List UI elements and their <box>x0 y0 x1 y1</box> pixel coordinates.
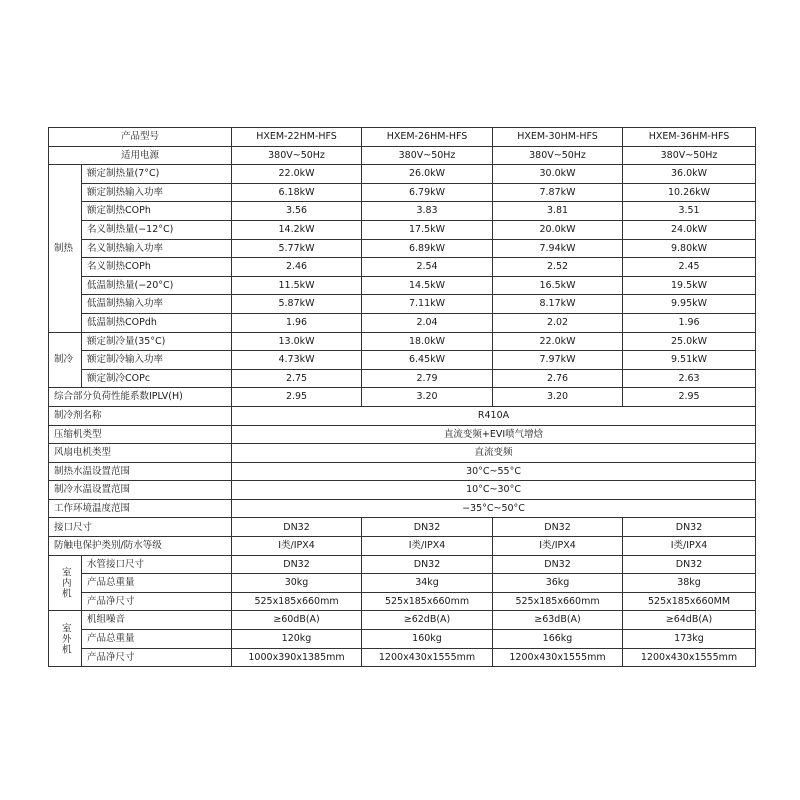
shared-label-cell: 风扇电机类型 <box>49 444 232 463</box>
port-label-cell: 接口尺寸 <box>49 518 232 537</box>
value-cell: DN32 <box>232 555 362 574</box>
value-cell: 9.95kW <box>623 295 756 314</box>
shared-row <box>49 406 756 425</box>
outdoor-row <box>49 648 756 667</box>
value-cell: 2.76 <box>493 369 623 388</box>
value-cell: 24.0kW <box>623 220 756 239</box>
value-cell: DN32 <box>493 518 623 537</box>
value-cell: DN32 <box>232 518 362 537</box>
spec-label-cell: 名义制热量(−12°C) <box>82 220 232 239</box>
spec-label-cell: 产品净尺寸 <box>82 648 232 667</box>
value-cell: HXEM-26HM-HFS <box>362 128 493 147</box>
heating-row <box>49 295 756 314</box>
value-cell: 1200x430x1555mm <box>362 648 493 667</box>
value-cell: HXEM-36HM-HFS <box>623 128 756 147</box>
value-cell: 7.94kW <box>493 239 623 258</box>
value-cell: 22.0kW <box>232 165 362 184</box>
spec-label-cell: 机组噪音 <box>82 611 232 630</box>
model-label-cell: 产品型号 <box>49 128 232 147</box>
value-cell: 3.83 <box>362 202 493 221</box>
spec-label-cell: 额定制热输入功率 <box>82 183 232 202</box>
heating-row <box>49 165 756 184</box>
value-cell: 10.26kW <box>623 183 756 202</box>
iplv-label-cell: 综合部分负荷性能系数IPLV(H) <box>49 388 232 407</box>
value-cell: 166kg <box>493 630 623 649</box>
value-cell: 1.96 <box>232 313 362 332</box>
spec-label-cell: 产品净尺寸 <box>82 592 232 611</box>
power-row <box>49 146 756 165</box>
value-cell: 19.5kW <box>623 276 756 295</box>
spec-label-cell: 低温制热量(−20°C) <box>82 276 232 295</box>
value-cell: 2.79 <box>362 369 493 388</box>
heating-row <box>49 220 756 239</box>
value-cell: I类/IPX4 <box>232 537 362 556</box>
value-cell: 2.95 <box>623 388 756 407</box>
spec-label-cell: 额定制冷输入功率 <box>82 351 232 370</box>
value-cell: 2.02 <box>493 313 623 332</box>
value-cell: DN32 <box>362 518 493 537</box>
value-cell: 3.81 <box>493 202 623 221</box>
value-cell: 525x185x660mm <box>232 592 362 611</box>
value-cell: 16.5kW <box>493 276 623 295</box>
value-cell: 2.46 <box>232 258 362 277</box>
shared-row <box>49 481 756 500</box>
spec-label-cell: 额定制热量(7°C) <box>82 165 232 184</box>
shared-label-cell: 制热水温设置范围 <box>49 462 232 481</box>
value-cell: 22.0kW <box>493 332 623 351</box>
value-cell: 2.04 <box>362 313 493 332</box>
value-cell: 380V~50Hz <box>623 146 756 165</box>
shared-value-cell: R410A <box>232 406 756 425</box>
value-cell: 18.0kW <box>362 332 493 351</box>
value-cell: 1200x430x1555mm <box>493 648 623 667</box>
value-cell: 160kg <box>362 630 493 649</box>
indoor-row <box>49 592 756 611</box>
value-cell: 5.77kW <box>232 239 362 258</box>
value-cell: 6.45kW <box>362 351 493 370</box>
value-cell: DN32 <box>362 555 493 574</box>
value-cell: ≥62dB(A) <box>362 611 493 630</box>
value-cell: ≥63dB(A) <box>493 611 623 630</box>
value-cell: 11.5kW <box>232 276 362 295</box>
value-cell: 3.51 <box>623 202 756 221</box>
value-cell: 8.17kW <box>493 295 623 314</box>
value-cell: 36kg <box>493 574 623 593</box>
value-cell: 1000x390x1385mm <box>232 648 362 667</box>
value-cell: 3.20 <box>493 388 623 407</box>
value-cell: 7.11kW <box>362 295 493 314</box>
value-cell: 525x185x660MM <box>623 592 756 611</box>
shared-value-cell: 直流变频+EVI喷气增焓 <box>232 425 756 444</box>
power-label-cell: 适用电源 <box>49 146 232 165</box>
value-cell: 2.95 <box>232 388 362 407</box>
value-cell: 380V~50Hz <box>232 146 362 165</box>
spec-table <box>48 127 756 667</box>
shared-label-cell: 压缩机类型 <box>49 425 232 444</box>
cooling-row <box>49 351 756 370</box>
indoor-row <box>49 574 756 593</box>
spec-label-cell: 低温制热COPdh <box>82 313 232 332</box>
value-cell: 2.45 <box>623 258 756 277</box>
shared-row <box>49 462 756 481</box>
value-cell: 17.5kW <box>362 220 493 239</box>
value-cell: 6.89kW <box>362 239 493 258</box>
value-cell: 380V~50Hz <box>362 146 493 165</box>
value-cell: 30kg <box>232 574 362 593</box>
cooling-group-label: 制冷 <box>49 332 82 388</box>
protection-label-cell: 防触电保护类别/防水等级 <box>49 537 232 556</box>
value-cell: 14.2kW <box>232 220 362 239</box>
port-row <box>49 518 756 537</box>
shared-label-cell: 工作环境温度范围 <box>49 499 232 518</box>
value-cell: 120kg <box>232 630 362 649</box>
iplv-row <box>49 388 756 407</box>
value-cell: I类/IPX4 <box>493 537 623 556</box>
spec-label-cell: 产品总重量 <box>82 574 232 593</box>
spec-label-cell: 低温制热输入功率 <box>82 295 232 314</box>
value-cell: 525x185x660mm <box>362 592 493 611</box>
value-cell: 2.63 <box>623 369 756 388</box>
value-cell: 20.0kW <box>493 220 623 239</box>
value-cell: ≥60dB(A) <box>232 611 362 630</box>
spec-label-cell: 名义制热输入功率 <box>82 239 232 258</box>
spec-label-cell: 额定制冷量(35°C) <box>82 332 232 351</box>
value-cell: 25.0kW <box>623 332 756 351</box>
value-cell: 380V~50Hz <box>493 146 623 165</box>
shared-row <box>49 444 756 463</box>
spec-label-cell: 水管接口尺寸 <box>82 555 232 574</box>
value-cell: 9.80kW <box>623 239 756 258</box>
value-cell: 1.96 <box>623 313 756 332</box>
value-cell: 525x185x660mm <box>493 592 623 611</box>
value-cell: I类/IPX4 <box>362 537 493 556</box>
value-cell: 6.79kW <box>362 183 493 202</box>
value-cell: ≥64dB(A) <box>623 611 756 630</box>
outdoor-row <box>49 611 756 630</box>
value-cell: 2.54 <box>362 258 493 277</box>
shared-value-cell: −35°C~50°C <box>232 499 756 518</box>
shared-row <box>49 499 756 518</box>
cooling-row <box>49 332 756 351</box>
spec-label-cell: 名义制热COPh <box>82 258 232 277</box>
value-cell: 2.75 <box>232 369 362 388</box>
spec-label-cell: 额定制冷COPc <box>82 369 232 388</box>
value-cell: DN32 <box>493 555 623 574</box>
value-cell: 9.51kW <box>623 351 756 370</box>
heating-row <box>49 202 756 221</box>
value-cell: 30.0kW <box>493 165 623 184</box>
value-cell: HXEM-22HM-HFS <box>232 128 362 147</box>
protection-row <box>49 537 756 556</box>
value-cell: 38kg <box>623 574 756 593</box>
indoor-row <box>49 555 756 574</box>
heating-row <box>49 313 756 332</box>
heating-row <box>49 239 756 258</box>
cooling-row <box>49 369 756 388</box>
heating-row <box>49 276 756 295</box>
spec-label-cell: 额定制热COPh <box>82 202 232 221</box>
shared-label-cell: 制冷剂名称 <box>49 406 232 425</box>
value-cell: DN32 <box>623 555 756 574</box>
shared-value-cell: 30°C~55°C <box>232 462 756 481</box>
value-cell: HXEM-30HM-HFS <box>493 128 623 147</box>
value-cell: 14.5kW <box>362 276 493 295</box>
heating-row <box>49 258 756 277</box>
value-cell: 173kg <box>623 630 756 649</box>
shared-value-cell: 直流变频 <box>232 444 756 463</box>
indoor-group-label: 室内机 <box>49 555 82 611</box>
header-row <box>49 128 756 147</box>
heating-row <box>49 183 756 202</box>
outdoor-row <box>49 630 756 649</box>
value-cell: 34kg <box>362 574 493 593</box>
value-cell: 13.0kW <box>232 332 362 351</box>
heating-group-label: 制热 <box>49 165 82 332</box>
spec-label-cell: 产品总重量 <box>82 630 232 649</box>
value-cell: 2.52 <box>493 258 623 277</box>
value-cell: 3.20 <box>362 388 493 407</box>
value-cell: 6.18kW <box>232 183 362 202</box>
value-cell: DN32 <box>623 518 756 537</box>
value-cell: 5.87kW <box>232 295 362 314</box>
value-cell: 4.73kW <box>232 351 362 370</box>
shared-row <box>49 425 756 444</box>
value-cell: 3.56 <box>232 202 362 221</box>
value-cell: I类/IPX4 <box>623 537 756 556</box>
value-cell: 7.87kW <box>493 183 623 202</box>
shared-value-cell: 10°C~30°C <box>232 481 756 500</box>
outdoor-group-label: 室外机 <box>49 611 82 667</box>
value-cell: 7.97kW <box>493 351 623 370</box>
value-cell: 36.0kW <box>623 165 756 184</box>
value-cell: 1200x430x1555mm <box>623 648 756 667</box>
value-cell: 26.0kW <box>362 165 493 184</box>
shared-label-cell: 制冷水温设置范围 <box>49 481 232 500</box>
